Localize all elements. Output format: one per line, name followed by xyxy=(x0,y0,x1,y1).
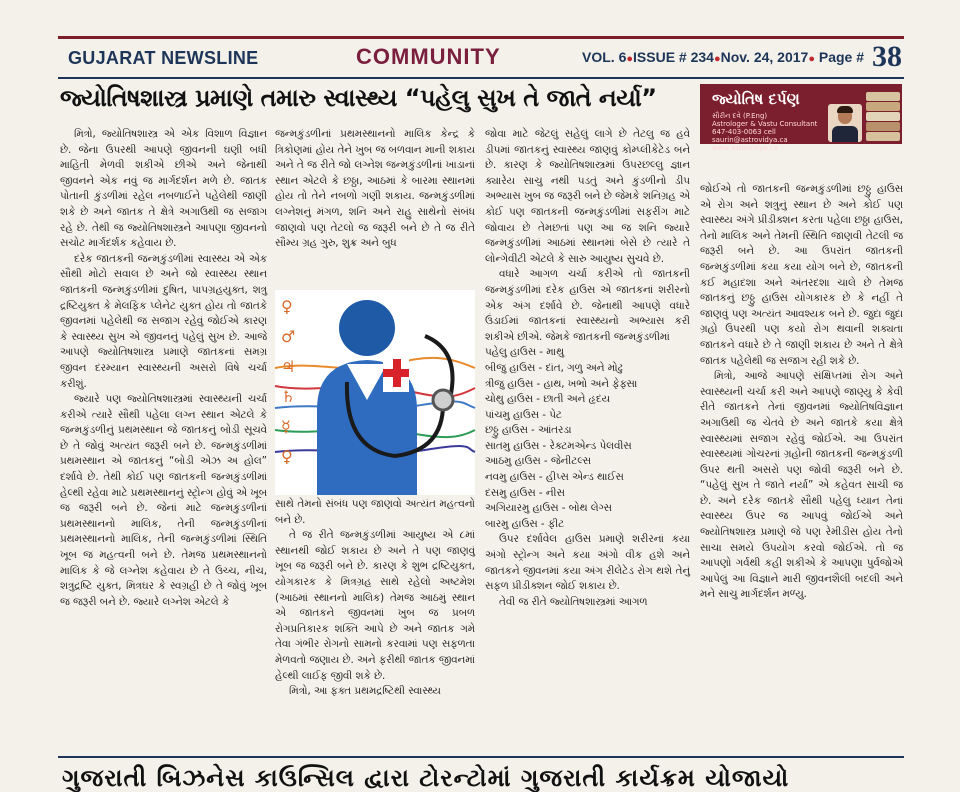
paragraph: તેવી જ રીતે જ્યોતિષશાસ્ત્રમાં આગળ xyxy=(499,595,648,608)
article-column-2-bottom xyxy=(275,497,475,747)
books-icon xyxy=(866,90,900,142)
house-item: ત્રીજુ હાઉસ - હાથ, ખભો અને ફેફ્સા xyxy=(485,377,638,390)
paragraph: દરેક જાતકની જન્મકુંડળીમાં સ્વાસ્થ્ય એ એક સૌથી મોટો સવાલ છે અને જો સ્વાસ્થ્ય સ્થાન જાતકની જન્મકુંડળીમાં દુષિત, પાપગ્રહયુક્ત, શત્રુ દ્રષ્ટિયુક્ત કે મેલફિક પ્લેનેટ યુક્ત હોય તો જાતકે જીવનમાં પહેલેથી જ સજાગ રહેવું જોઈએ કારણ કે સ્વાસ્થ્ય સુખ એ જીવનનું પહેલું સુખ છે. આજે આપણે જ્યોતિષશાસ્ત્ર પ્રમાણે જાતકનાં સમગ્ર જીવન દરમ્યાન સ્વાસ્થ્યની અસરો વિષે ચર્ચા કરીશું. xyxy=(60,252,267,390)
house-item: પાંચમુ હાઉસ - પેટ xyxy=(485,408,562,421)
paragraph: જ્યારે પણ જ્યોતિષશાસ્ત્રમાં સ્વાસ્થ્યની ચર્ચા કરીએ ત્યારે સૌથી પહેલા લગ્ન સ્થાન એટલે કે જન્મકુંડળીનું પ્રથમસ્થાન જે જાતકનું બોડી સૂચવે છે તે જોવું અત્યંત જરૂરી બને છે. જન્મકુંડળીમાં પ્રથમસ્થાન એ જાતકનું “બોડી એઝ અ હોલ” દર્શાવે છે. તેથી કોઈ પણ જાતકની જન્મકુંડળીમાં હેલ્થી રહેવા માટે પ્રથમસ્થાનનું સ્ટ્રોન્ગ હોવું એ ખૂબ જ જરૂરી બને છે. જેનાં માટે જન્મકુંડળીનાં પ્રથમસ્થાનનો માલિક, તેની જન્મકુંડળીનાં પ્રથમસ્થાનનો માલિક, તેની જન્મકુંડળીમાં સ્થિતિ ખૂબ જ મહત્વની બને છે. તેમજ પ્રથમસ્થાનનો માલિક કે જે લગ્નેશ કહેવાય છે તે ઉચ્ચ, નીચ, શત્રુદ્રષ્ટિ યુક્ત, મિત્રઘર કે સ્વગ્રહી છે તે જોવું ખૂબ જ જરૂરી બને છે. જ્યારે લગ્નેશ એટલે કે xyxy=(60,393,267,608)
masthead-top-rule xyxy=(58,36,904,39)
paragraph: જન્મકુંડળીનાં પ્રથમસ્થાનનો માલિક કેન્દ્ર કે ત્રિકોણમાં હોય તેને ખુબ જ બળવાન માની શકાય અને તે જ રીતે જો લગ્નેશ જન્મકુંડળીનાં ખાડાનાં સ્થાન એટલે કે છઠ્ઠા, આઠમાં કે બારમા સ્થાનમાં હોય તો તેને નબળો ગણી શકાય. જન્મકુંડળીમાં લગ્નેશનું મંગળ, શનિ અને રાહુ સાથેનો સંબંધ જાણવો પણ તેટલો જ જરૂરી બને છે તે જ રીતે સૌમ્ય ગ્રહ ગુરુ, શુક્ર અને બુધ xyxy=(275,128,475,250)
issue-date: Nov. 24, 2017 xyxy=(720,49,809,65)
svg-text:♂: ♂ xyxy=(281,327,296,346)
house-item: આઠમુ હાઉસ - જેનીટલ્સ xyxy=(485,455,591,468)
paragraph: વધારે આગળ ચર્ચા કરીએ તો જાતકની જન્મકુંડળીમાં દરેક હાઉસ એ જાતકનાં શરીરનો એક અંગ દર્શાવે છે. જેનાથી આપણે વધારે ઉંડાઈમાં જાતકનાં સ્વાસ્થ્યનો અભ્યાસ કરી શકીએ છીએ. જેમકે જાતકની જન્મકુંડળીમાં xyxy=(485,268,690,343)
house-item: ચોથુ હાઉસ - છાતી અને હૃદય xyxy=(485,393,611,406)
house-item: બારમુ હાઉસ - ફીટ xyxy=(485,517,565,530)
house-item: બીજુ હાઉસ - દાંત, ગળુ અને મોઢુ xyxy=(485,361,623,374)
issue-info xyxy=(582,49,864,65)
author-photo xyxy=(828,104,862,142)
paper-name: GUJARAT NEWSLINE xyxy=(68,48,259,68)
paragraph: જોઈએ તો જાતકની જન્મકુંડળીમાં છઠ્ઠુ હાઉસ એ રોગ અને શત્રુનું સ્થાન છે અને કોઈ પણ સ્વાસ્થ્ય અંગે પ્રીડીક્શન કરતા પહેલા છઠ્ઠા હાઉસ, તેનો માલિક અને તેમની સ્થિતિ જાણવી તેટલી જ જરૂરી બને છે. આ ઉપરાંત જાતકની જન્મકુંડળીમાં કયા કયા યોગ બને છે, જાતકની કઈ મહાદશા અને અંતરદશા ચાલે છે તેમજ જાતકનું છઠ્ઠુ હાઉસ યોગકારક છે કે નહીં તે જાણવું પણ અત્યંત આવશ્યક બને છે. જુદા જુદા ગ્રહો ઉપરથી પણ કયો રોગ થવાની શક્યતા જાતકને વધારે છે તે જાણી શકાય છે અને તે ક્ષેત્રે જાતક પહેલેથી જ સજાગ રહી શકે છે. xyxy=(700,183,903,367)
house-item: પહેલુ હાઉસ - માથુ xyxy=(485,346,564,359)
section-name: COMMUNITY xyxy=(356,44,501,69)
volume: VOL. 6 xyxy=(582,49,627,65)
page-label: Page # xyxy=(818,49,864,65)
author-website: www.astrovidya.ca xyxy=(712,144,778,152)
article-headline: જ્યોતિષશાસ્ત્ર પ્રમાણે તમારુ સ્વાસ્થ્ય “પહેલુ સુખ તે જાતે નર્યા” xyxy=(60,84,657,112)
author-suit xyxy=(832,126,858,142)
bullet-icon: ● xyxy=(626,53,634,65)
paragraph: સાથે તેમનો સંબંધ પણ જાણવો અત્યંત મહત્વનો બને છે. xyxy=(275,498,475,526)
svg-text:♀: ♀ xyxy=(281,297,293,316)
next-article-headline: ગુજરાતી બિઝનેસ કાઉન્સિલ દ્વારા ટોરન્ટોમાં ગુજરાતી કાર્યક્રમ યોજાયો xyxy=(62,764,790,792)
article-column-2-top xyxy=(275,127,475,289)
svg-text:♀: ♀ xyxy=(281,447,293,466)
paragraph: ઉપર દર્શાવેલ હાઉસ પ્રમાણે શરીરનાં કયા અંગો સ્ટ્રોન્ગ અને કયા અંગો વીક હશે અને જાતકને જીવનમાં કયા અંગ રીલેટેડ રોગ થશે તેનું સફળ પ્રીડીક્શન જોઈ શકાય છે. xyxy=(485,533,690,593)
author-hair xyxy=(837,106,853,113)
author-name: સૌરીન દવે (P.Eng) xyxy=(712,112,768,120)
paragraph: મિત્રો, આજે આપણે સંક્ષિપ્તમાં રોગ અને સ્વાસ્થ્યની ચર્ચા કરી અને આપણે જાણ્યુ કે કેવી રીતે જાતકને તેનાં જીવનમાં જ્યોતિષવિજ્ઞાન અગાઉથી જ ચેતવે છે અને જાતકે કયા ક્ષેત્રે સ્વાસ્થ્યમાં સજાગ રહેવું જોઈએ. આ ઉપરાંત સ્વાસ્થ્યમાં ગોચરનાં ગ્રહોની જાતકની જન્મકુંડળી ઉપર થતી અસરો પણ જોવી જરૂરી બને છે. “પહેલું સુખ તે જાતે નર્યા” એ કહેવત સાચી જ છે. અને દરેક જાતકે સૌથી પહેલુ ધ્યાન તેનાં સ્વાસ્થ્ય ઉપર જ આપવું જોઈએ અને જ્યોતિષશાસ્ત્ર પ્રમાણે જે પણ રેમીડીસ હોય તેનો સાચા સમયે ઉપયોગ કરવો જોઈએ. તો જ આપણો ગર્વથી કહી શકીએ કે આપણા પુર્વજોએ આપેલું આ વિજ્ઞાને મારી જીવનશૈલી બદલી અને મને સાચુ માર્ગદર્શન મળ્યુ. xyxy=(700,370,903,601)
page-number: 38 xyxy=(872,40,902,73)
author-role: Astrologer & Vastu Consultant xyxy=(712,120,818,128)
svg-text:♄: ♄ xyxy=(281,387,296,406)
paragraph: તે જ રીતે જન્મકુંડળીમાં આયુષ્ય એ ૮માં સ્થાનથી જોઈ શકાય છે અને તે પણ જાણવું ખૂબ જ જરૂરી બને છે. કારણ કે શુભ દ્રષ્ટિયુક્ત, યોગકારક કે મિત્રગ્રહ સાથે રહેલો અષ્ટમેશ (આઠમાં સ્થાનનો માલિક) તેમજ આઠમું સ્થાન એ જાતકને જીવનમાં ખુબ જ પ્રબળ રોગપ્રતિકારક શક્તિ આપે છે અને જાતક ગમે તેવા ગંભીર રોગનો સામનો કરવામાં પણ સફળતા મેળવતો જણાય છે. અને ફરીથી જાતક જીવનમાં હેલ્થી લાઈફ જીવી શકે છે. xyxy=(275,529,475,682)
house-item: દસમુ હાઉસ - નીસ xyxy=(485,486,565,499)
masthead xyxy=(58,42,904,74)
paragraph: જોવા માટે જેટલું સહેલું લાગે છે તેટલુ જ હવે ડીપમાં જાતકનું સ્વાસ્થ્ય જાણવું કોમ્પ્લીકેટેડ બને છે. કારણ કે જ્યોતિષશાસ્ત્રમાં ઉપરછલ્લુ જ્ઞાન ક્યારેય સાચુ નથી પડતું અને કુંડળીનો ડીપ અભ્યાસ ખુબ જ જરૂરી બને છે જેમકે શનિગ્રહ એ કોઈ પણ જાતકની જન્મકુંડળીમાં સફરીંગ માટે જોવાય છે તેમછતાં પણ આ જ શનિ જ્યારે જન્મકુંડળીમાં આઠમાં સ્થાનમાં બેસે છે ત્યારે તે લોન્ગેવીટી એટલે કે સારુ આયુષ્ય સુચવે છે. xyxy=(485,128,690,265)
house-item: સાતમુ હાઉસ - રેક્ટમએન્ડ પેલવીસ xyxy=(485,439,632,452)
column-logo-credits xyxy=(712,112,822,152)
bullet-icon: ● xyxy=(713,53,721,65)
svg-text:☿: ☿ xyxy=(281,417,291,436)
issue-number: ISSUE # 234 xyxy=(633,49,714,65)
paragraph: મિત્રો, જ્યોતિષશાસ્ત્ર એ એક વિશાળ વિજ્ઞાન છે. જેના ઉપરથી આપણે જીવનની ઘણી બધી માહિતી મેળવી શકીએ છીએ અને જેનાથી જીવનને એક નવું જ માર્ગદર્શન મળે છે. જાતક પોતાની કુંડળીમાં રહેલ નબળાઈને પહેલેથી જાણી શકે છે અને જાતક તે ક્ષેત્રે અગાઉથી જ સજાગ રહે છે. તેથી જ જ્યોતિષશાસ્ત્રને આપણા જીવનનો સચોટ માર્ગદર્શક કહેવાય છે. xyxy=(60,128,267,250)
house-item: નવમુ હાઉસ - હીપ્સ એન્ડ થાઈસ xyxy=(485,471,624,484)
article-column-4 xyxy=(700,182,903,747)
health-illustration xyxy=(275,290,475,495)
bullet-icon: ● xyxy=(808,53,815,65)
bottom-rule xyxy=(58,756,904,758)
paragraph: મિત્રો, આ ફક્ત પ્રથમદ્રષ્ટિથી સ્વાસ્થ્ય xyxy=(289,685,441,698)
house-item: છઠ્ઠુ હાઉસ - આંતરડા xyxy=(485,424,572,437)
svg-text:♃: ♃ xyxy=(281,357,296,376)
house-item: અગિયારમુ હાઉસ - બોથ લેગ્સ xyxy=(485,502,612,515)
column-logo xyxy=(700,84,902,152)
article-column-3 xyxy=(485,127,690,747)
masthead-bottom-rule xyxy=(58,77,904,79)
column-logo-title: જ્યોતિષ દર્પણ xyxy=(712,90,800,108)
author-email: saurin@astrovidya.ca xyxy=(712,136,788,144)
author-phone: 647-403-0063 cell xyxy=(712,128,776,136)
doctor-stethoscope-icon xyxy=(275,290,475,495)
article-column-1 xyxy=(60,127,267,747)
